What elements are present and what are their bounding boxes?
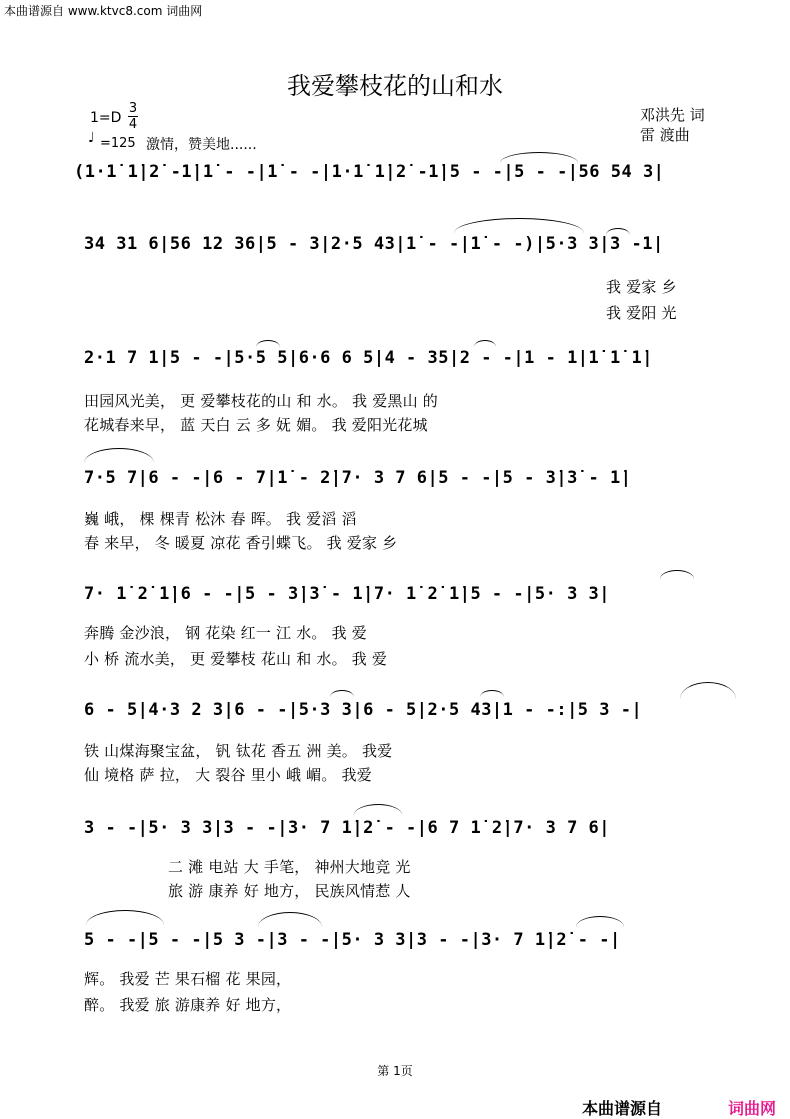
slur-arc — [660, 570, 694, 579]
lyric-line-4b: 春 来早， 冬 暖夏 凉花 香引蝶飞。 我 爱家 乡 — [84, 534, 398, 552]
notes-line-8: 5 - -|5 - -|5 3 -|3 - -|5· 3 3|3 - -|3· 7 1̇|2̇ - -| — [84, 930, 621, 950]
page-number: 第 1页 — [377, 1064, 413, 1078]
notes-line-4: 7·5 7|6 - -|6 - 7|1̇ - 2̇|7· 3 7 6|5 - -|5 - 3̇|3̇ - 1̇| — [84, 468, 632, 488]
lyric-line-7b: 旅 游 康养 好 地方， 民族风情惹 人 — [168, 882, 411, 900]
notes-line-3: 2·1 7 1|5 - -|5·5 5|6·6 6 5|4 - 35|2 - -|1 - 1|1̇ 1̇ 1̇| — [84, 348, 653, 368]
key-signature: 1=D — [90, 110, 122, 126]
footer-source: 本曲谱源自 — [582, 1099, 663, 1118]
slur-arc — [480, 690, 504, 697]
lyric-line-6a: 铁 山煤海聚宝盆， 钒 钛花 香五 洲 美。 我爱 — [84, 742, 393, 760]
slur-arc — [576, 916, 624, 927]
notes-line-6: 6 - 5|4·3 2 3|6 - -|5·3 3|6 - 5|2·5 43|1 - -:|5 3 -| — [84, 700, 643, 720]
time-sig-bottom: 4 — [128, 117, 138, 132]
slur-arc — [84, 448, 154, 463]
lyric-line-4a: 巍 峨， 棵 棵青 松沐 春 晖。 我 爱滔 滔 — [84, 510, 357, 528]
lyric-line-2a: 我 爱家 乡 — [606, 278, 677, 296]
slur-arc — [330, 690, 354, 697]
lyric-line-3b: 花城春来早， 蓝 天白 云 多 妩 媚。 我 爱阳光花城 — [84, 416, 428, 434]
expression-mark: 激情，赞美地...... — [146, 137, 257, 153]
tempo-mark: =125 — [100, 136, 136, 151]
notes-line-7: 3 - -|5· 3 3|3 - -|3· 7 1̇|2̇ - -|6 7 1̇ 2̇|7· 3 7 6| — [84, 818, 611, 838]
slur-arc — [474, 340, 496, 347]
slur-arc — [454, 218, 584, 233]
lyricist-credit: 邓洪先 词 — [640, 106, 705, 124]
notes-line-5: 7· 1̇ 2̇ 1̇|6 - -|5 - 3̇|3̇ - 1̇|7· 1̇ 2̇ 1̇|5 - -|5· 3 3| — [84, 584, 611, 604]
time-signature — [128, 102, 138, 131]
lyric-line-2b: 我 爱阳 光 — [606, 304, 677, 322]
slur-arc — [256, 340, 280, 347]
lyric-line-8a: 辉。 我爱 芒 果石榴 花 果园， — [84, 970, 292, 988]
song-title: 我爱攀枝花的山和水 — [287, 72, 503, 100]
time-sig-top: 3 — [128, 101, 138, 116]
lyric-line-6b: 仙 境格 萨 拉， 大 裂谷 里小 峨 嵋。 我爱 — [84, 766, 372, 784]
source-line: 本曲谱源自 www.ktvc8.com 词曲网 — [4, 4, 203, 18]
lyric-line-8b: 醉。 我爱 旅 游康养 好 地方， — [84, 996, 292, 1014]
lyric-line-5a: 奔腾 金沙浪， 钢 花染 红一 江 水。 我 爱 — [84, 624, 367, 642]
slur-arc — [500, 152, 578, 163]
lyric-line-3a: 田园风光美， 更 爱攀枝花的山 和 水。 我 爱黑山 的 — [84, 392, 438, 410]
lyric-line-7a: 二 滩 电站 大 手笔， 神州大地竞 光 — [168, 858, 411, 876]
slur-arc — [606, 228, 630, 235]
slur-arc — [258, 912, 322, 927]
slur-arc — [680, 682, 736, 699]
lyric-line-5b: 小 桥 流水美， 更 爱攀枝 花山 和 水。 我 爱 — [84, 650, 388, 668]
slur-arc — [354, 804, 402, 815]
composer-credit: 雷 渡曲 — [640, 126, 690, 144]
footer-brand: 词曲网 — [728, 1099, 777, 1118]
tempo-note-icon: ♩ — [88, 130, 95, 146]
slur-arc — [86, 910, 164, 925]
notes-line-2: 34 31 6|56 12 36|5 - 3|2·5 43|1̇ - -|1̇ - -)|5·3 3|3 -1| — [84, 234, 664, 254]
notes-line-1: (1·1̇ 1̇|2̇ -1̇|1̇ - -|1̇ - -|1·1̇ 1̇|2̇ -1̇|5 - -|5 - -|56 54 3| — [74, 162, 665, 182]
